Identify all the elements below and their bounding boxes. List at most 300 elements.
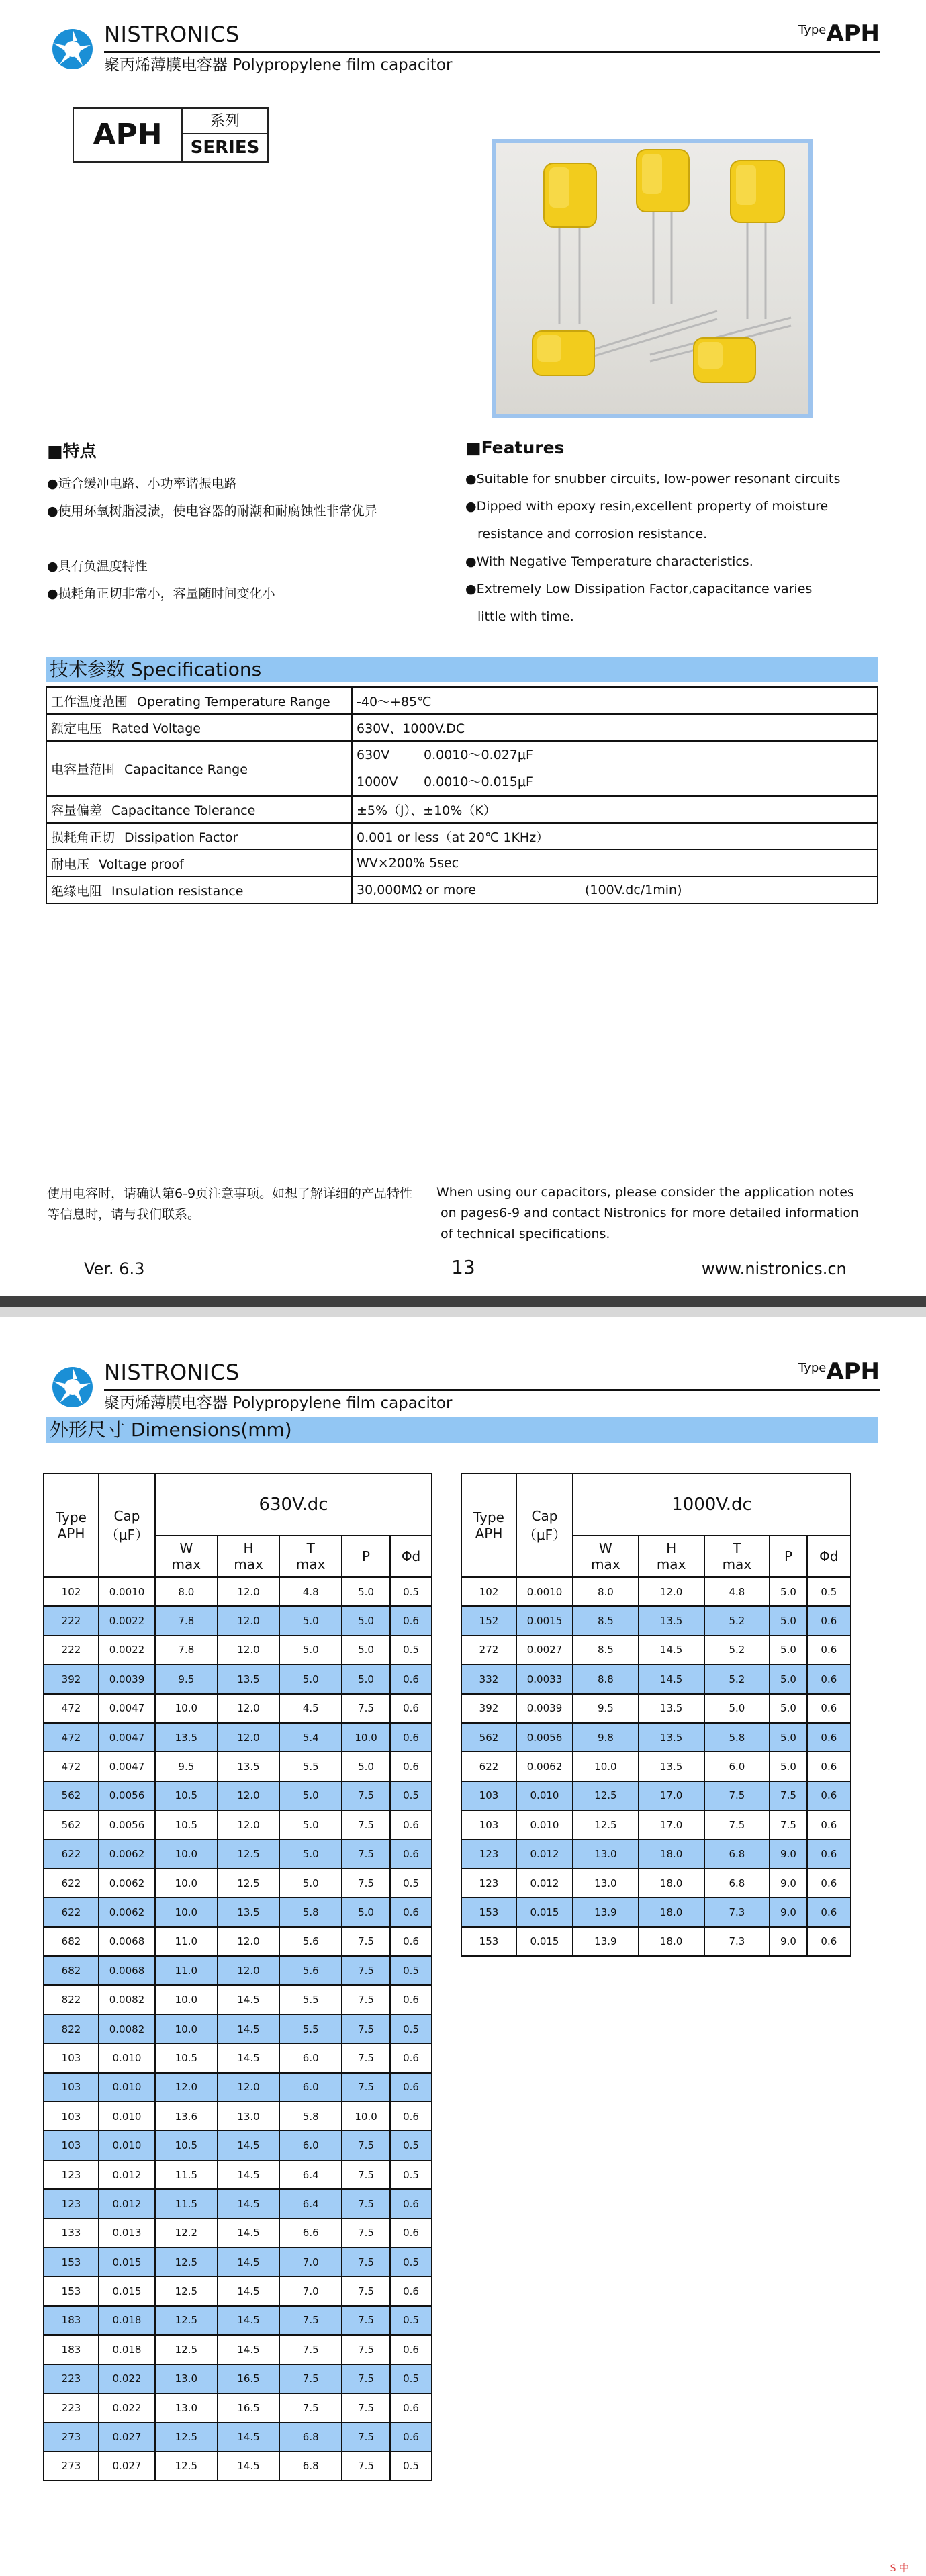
table-cell: 7.5 <box>704 1810 770 1839</box>
table-cell: 5.0 <box>770 1723 806 1752</box>
table-cell: 10.5 <box>155 1810 218 1839</box>
table-cell: 14.5 <box>218 2335 280 2364</box>
table-cell: 5.5 <box>279 2014 342 2043</box>
dimensions-table-630v <box>43 1473 432 2481</box>
table-cell: 5.0 <box>279 1636 342 1664</box>
table-cell: 7.5 <box>342 1869 390 1898</box>
table-row <box>461 1723 851 1752</box>
table-cell: 9.0 <box>770 1898 806 1926</box>
table-cell: 18.0 <box>639 1840 704 1869</box>
table-cell: 7.8 <box>155 1636 218 1664</box>
feature-en-item: ●With Negative Temperature characteristics. <box>465 554 753 569</box>
table-cell: 17.0 <box>639 1781 704 1810</box>
table-cell: 0.5 <box>390 1956 432 1985</box>
table-cell: 7.5 <box>279 2335 342 2364</box>
product-subtitle: 聚丙烯薄膜电容器 Polypropylene film capacitor <box>104 56 453 74</box>
table-row <box>44 2335 432 2364</box>
table-cell: 0.5 <box>390 1636 432 1664</box>
voltage-header: 630V.dc <box>155 1474 432 1536</box>
table-row <box>44 2276 432 2305</box>
spec-row: 绝缘电阻 Insulation resistance 30,000MΩ or more (100V.dc/1min) <box>46 877 878 903</box>
table-cell: 6.8 <box>704 1869 770 1898</box>
capacitor-photo-icon <box>492 139 813 418</box>
table-cell: 0.0082 <box>99 2014 155 2043</box>
table-row <box>44 2131 432 2160</box>
table-cell: 11.0 <box>155 1956 218 1985</box>
table-cell: 7.5 <box>342 1840 390 1869</box>
table-cell: 0.013 <box>99 2219 155 2248</box>
col-w: W max <box>155 1536 218 1577</box>
table-row <box>44 2452 432 2481</box>
table-cell: 0.0022 <box>99 1606 155 1635</box>
brand-name: NISTRONICS <box>104 1360 240 1385</box>
table-cell: 14.5 <box>218 2189 280 2218</box>
table-cell: 7.5 <box>342 2160 390 2189</box>
table-cell: 7.5 <box>704 1781 770 1810</box>
table-cell: 0.6 <box>390 1898 432 1926</box>
table-cell: 10.5 <box>155 2131 218 2160</box>
table-cell: 682 <box>44 1927 99 1956</box>
table-cell: 103 <box>44 2131 99 2160</box>
table-cell: 0.0022 <box>99 1636 155 1664</box>
table-cell: 14.5 <box>218 2014 280 2043</box>
table-cell: 0.0010 <box>516 1577 573 1606</box>
feature-en-item: ●Dipped with epoxy resin,excellent property of moisture <box>465 499 829 514</box>
table-cell: 9.0 <box>770 1840 806 1869</box>
table-cell: 8.5 <box>573 1636 639 1664</box>
table-cell: 153 <box>461 1898 516 1926</box>
table-cell: 5.6 <box>279 1927 342 1956</box>
type-label: TypeAPH <box>798 20 880 47</box>
table-cell: 18.0 <box>639 1898 704 1926</box>
table-cell: 5.0 <box>770 1606 806 1635</box>
table-cell: 12.0 <box>155 2073 218 2102</box>
table-cell: 0.0068 <box>99 1956 155 1985</box>
table-row <box>461 1664 851 1693</box>
table-row <box>44 2160 432 2189</box>
table-cell: 0.018 <box>99 2306 155 2335</box>
table-cell: 12.5 <box>218 1840 280 1869</box>
table-cell: 223 <box>44 2393 99 2422</box>
table-row <box>44 1927 432 1956</box>
table-cell: 5.0 <box>770 1664 806 1693</box>
table-cell: 14.5 <box>218 2219 280 2248</box>
table-cell: 0.0027 <box>516 1636 573 1664</box>
table-row <box>44 1606 432 1635</box>
brand-name: NISTRONICS <box>104 21 240 47</box>
col-h: H max <box>639 1536 704 1577</box>
table-cell: 5.0 <box>770 1752 806 1781</box>
feature-cn-item: ●适合缓冲电路、小功率谐振电路 <box>47 476 237 491</box>
table-cell: 0.5 <box>390 2248 432 2276</box>
table-cell: 0.6 <box>390 2219 432 2248</box>
corner-mark: S 中 <box>890 2563 909 2574</box>
table-cell: 392 <box>44 1664 99 1693</box>
table-cell: 5.0 <box>279 1840 342 1869</box>
table-cell: 0.6 <box>807 1723 851 1752</box>
specifications-title: 技术参数 Specifications <box>46 657 878 682</box>
version-label: Ver. 6.3 <box>84 1259 145 1278</box>
table-cell: 11.5 <box>155 2160 218 2189</box>
table-cell: 13.5 <box>639 1723 704 1752</box>
table-cell: 17.0 <box>639 1810 704 1839</box>
col-cap: Cap （μF） <box>516 1474 573 1577</box>
nistronics-logo-icon <box>50 1365 95 1409</box>
table-cell: 12.0 <box>218 1927 280 1956</box>
table-row <box>44 1694 432 1723</box>
table-cell: 682 <box>44 1956 99 1985</box>
table-cell: 9.0 <box>770 1869 806 1898</box>
table-cell: 0.6 <box>807 1781 851 1810</box>
spec-row: 容量偏差 Capacitance Tolerance ±5%（J）、±10%（K） <box>46 796 878 823</box>
table-cell: 10.0 <box>155 1869 218 1898</box>
col-h: H max <box>218 1536 280 1577</box>
series-cn: 系列 <box>183 109 267 134</box>
table-cell: 0.5 <box>390 2452 432 2481</box>
table-cell: 7.5 <box>342 1781 390 1810</box>
dimensions-rows-1000v <box>461 1577 851 1956</box>
table-cell: 10.0 <box>342 2102 390 2131</box>
page-separator <box>0 1296 926 1317</box>
table-cell: 102 <box>461 1577 516 1606</box>
table-cell: 7.5 <box>279 2393 342 2422</box>
table-row <box>44 2043 432 2072</box>
table-cell: 0.027 <box>99 2422 155 2451</box>
table-cell: 0.6 <box>390 1664 432 1693</box>
table-cell: 4.5 <box>279 1694 342 1723</box>
table-row <box>44 2248 432 2276</box>
features-cn <box>47 438 450 608</box>
table-cell: 0.6 <box>390 1810 432 1839</box>
table-cell: 0.5 <box>390 2364 432 2393</box>
feature-en-item: little with time. <box>477 609 574 624</box>
application-note-cn: 使用电容时，请确认第6-9页注意事项。如想了解详细的产品特性等信息时，请与我们联系。 <box>47 1186 413 1222</box>
table-cell: 7.5 <box>342 2364 390 2393</box>
table-cell: 153 <box>44 2276 99 2305</box>
table-cell: 14.5 <box>639 1664 704 1693</box>
table-cell: 472 <box>44 1694 99 1723</box>
table-cell: 7.5 <box>342 2219 390 2248</box>
table-cell: 472 <box>44 1752 99 1781</box>
table-cell: 6.8 <box>704 1840 770 1869</box>
table-row <box>44 2364 432 2393</box>
table-row <box>461 1898 851 1926</box>
table-row <box>44 1985 432 2014</box>
table-cell: 12.0 <box>218 2073 280 2102</box>
table-cell: 12.0 <box>218 1781 280 1810</box>
table-cell: 0.6 <box>390 1840 432 1869</box>
table-cell: 7.5 <box>342 2189 390 2218</box>
table-row <box>44 1869 432 1898</box>
table-cell: 0.0047 <box>99 1752 155 1781</box>
table-cell: 6.0 <box>279 2043 342 2072</box>
spec-row: 工作温度范围 Operating Temperature Range -40～+85℃ <box>46 687 878 714</box>
table-cell: 13.5 <box>218 1752 280 1781</box>
table-cell: 5.0 <box>770 1636 806 1664</box>
website-link[interactable]: www.nistronics.cn <box>702 1259 847 1278</box>
table-cell: 9.8 <box>573 1723 639 1752</box>
table-cell: 5.0 <box>342 1664 390 1693</box>
table-cell: 0.012 <box>516 1840 573 1869</box>
table-cell: 9.5 <box>155 1664 218 1693</box>
application-note-en: When using our capacitors, please consider the application notes on pages6-9 and contact Nistronics for more detailed information of technical specifications. <box>436 1185 859 1241</box>
voltage-header: 1000V.dc <box>573 1474 851 1536</box>
col-cap: Cap （μF） <box>99 1474 155 1577</box>
table-cell: 0.6 <box>390 1752 432 1781</box>
table-cell: 14.5 <box>218 2131 280 2160</box>
table-cell: 0.6 <box>807 1810 851 1839</box>
table-cell: 622 <box>44 1898 99 1926</box>
feature-en-item: resistance and corrosion resistance. <box>477 527 708 541</box>
table-cell: 9.0 <box>770 1927 806 1956</box>
table-cell: 0.6 <box>390 2422 432 2451</box>
table-cell: 6.8 <box>279 2452 342 2481</box>
spec-row: 损耗角正切 Dissipation Factor 0.001 or less（at 20℃ 1KHz） <box>46 823 878 850</box>
table-cell: 13.5 <box>639 1606 704 1635</box>
table-cell: 0.015 <box>99 2248 155 2276</box>
table-cell: 0.6 <box>390 1723 432 1752</box>
col-type: Type APH <box>44 1474 99 1577</box>
series-en: SERIES <box>190 138 260 158</box>
table-cell: 562 <box>461 1723 516 1752</box>
table-cell: 0.5 <box>390 1781 432 1810</box>
table-cell: 0.0047 <box>99 1694 155 1723</box>
table-cell: 0.6 <box>390 2102 432 2131</box>
table-cell: 0.6 <box>807 1752 851 1781</box>
table-cell: 123 <box>461 1840 516 1869</box>
table-cell: 103 <box>461 1781 516 1810</box>
table-row <box>461 1636 851 1664</box>
table-cell: 7.5 <box>342 2306 390 2335</box>
table-cell: 12.5 <box>155 2422 218 2451</box>
table-cell: 5.6 <box>279 1956 342 1985</box>
table-cell: 0.018 <box>99 2335 155 2364</box>
table-cell: 103 <box>44 2043 99 2072</box>
table-cell: 12.0 <box>218 1694 280 1723</box>
table-row <box>461 1927 851 1956</box>
feature-cn-spacer <box>47 525 450 553</box>
table-cell: 0.5 <box>390 2160 432 2189</box>
table-cell: 7.5 <box>279 2306 342 2335</box>
table-cell: 0.6 <box>807 1840 851 1869</box>
feature-en-item: ●Extremely Low Dissipation Factor,capacitance varies <box>465 582 813 596</box>
table-cell: 183 <box>44 2335 99 2364</box>
table-row <box>461 1781 851 1810</box>
table-cell: 103 <box>44 2073 99 2102</box>
table-cell: 12.5 <box>155 2306 218 2335</box>
table-cell: 0.6 <box>390 1694 432 1723</box>
table-cell: 0.5 <box>807 1577 851 1606</box>
table-row <box>44 1636 432 1664</box>
table-row <box>44 1752 432 1781</box>
table-row <box>44 2306 432 2335</box>
table-cell: 12.0 <box>218 1636 280 1664</box>
features-en <box>465 438 895 631</box>
dimensions-title: 外形尺寸 Dimensions(mm) <box>46 1417 878 1443</box>
table-cell: 13.0 <box>155 2393 218 2422</box>
table-cell: 0.0082 <box>99 1985 155 2014</box>
table-row <box>44 1577 432 1606</box>
table-cell: 10.0 <box>155 1694 218 1723</box>
table-cell: 0.010 <box>99 2043 155 2072</box>
table-cell: 0.010 <box>99 2102 155 2131</box>
col-p: P <box>770 1536 806 1577</box>
table-cell: 7.5 <box>342 1694 390 1723</box>
table-cell: 102 <box>44 1577 99 1606</box>
table-cell: 0.5 <box>390 2131 432 2160</box>
table-cell: 0.6 <box>807 1869 851 1898</box>
table-cell: 14.5 <box>218 2043 280 2072</box>
table-cell: 16.5 <box>218 2364 280 2393</box>
table-cell: 273 <box>44 2452 99 2481</box>
table-cell: 7.0 <box>279 2248 342 2276</box>
table-cell: 272 <box>461 1636 516 1664</box>
table-cell: 0.6 <box>390 2043 432 2072</box>
series-box <box>73 107 269 163</box>
table-cell: 12.5 <box>155 2452 218 2481</box>
table-cell: 13.0 <box>155 2364 218 2393</box>
table-cell: 12.5 <box>155 2248 218 2276</box>
table-cell: 8.0 <box>573 1577 639 1606</box>
table-cell: 0.6 <box>390 2393 432 2422</box>
table-cell: 14.5 <box>218 1985 280 2014</box>
table-cell: 12.0 <box>218 1606 280 1635</box>
table-cell: 7.3 <box>704 1898 770 1926</box>
table-cell: 562 <box>44 1781 99 1810</box>
table-cell: 7.0 <box>279 2276 342 2305</box>
table-cell: 5.5 <box>279 1752 342 1781</box>
specifications-table <box>46 686 878 904</box>
table-cell: 0.6 <box>807 1927 851 1956</box>
table-cell: 0.015 <box>516 1927 573 1956</box>
table-cell: 6.0 <box>279 2131 342 2160</box>
table-cell: 5.0 <box>279 1664 342 1693</box>
table-cell: 12.5 <box>218 1869 280 1898</box>
table-cell: 5.0 <box>342 1606 390 1635</box>
table-cell: 7.5 <box>279 2364 342 2393</box>
table-cell: 103 <box>461 1810 516 1839</box>
table-cell: 0.010 <box>516 1781 573 1810</box>
table-cell: 14.5 <box>218 2248 280 2276</box>
table-cell: 10.0 <box>155 2014 218 2043</box>
table-cell: 0.0015 <box>516 1606 573 1635</box>
table-cell: 0.5 <box>390 1869 432 1898</box>
feature-cn-item: ●损耗角正切非常小，容量随时间变化小 <box>47 586 275 601</box>
table-row <box>44 2393 432 2422</box>
table-cell: 16.5 <box>218 2393 280 2422</box>
table-cell: 5.4 <box>279 1723 342 1752</box>
table-cell: 0.0062 <box>99 1869 155 1898</box>
table-cell: 5.0 <box>770 1694 806 1723</box>
table-cell: 183 <box>44 2306 99 2335</box>
table-cell: 0.015 <box>516 1898 573 1926</box>
table-cell: 562 <box>44 1810 99 1839</box>
table-cell: 0.010 <box>516 1810 573 1839</box>
table-cell: 14.5 <box>218 2422 280 2451</box>
table-cell: 392 <box>461 1694 516 1723</box>
table-cell: 0.0039 <box>99 1664 155 1693</box>
table-cell: 8.8 <box>573 1664 639 1693</box>
table-cell: 0.6 <box>390 2073 432 2102</box>
table-cell: 10.0 <box>342 1723 390 1752</box>
table-cell: 12.0 <box>639 1577 704 1606</box>
table-cell: 12.0 <box>218 1577 280 1606</box>
table-row <box>44 1810 432 1839</box>
table-cell: 6.0 <box>279 2073 342 2102</box>
table-row <box>461 1606 851 1635</box>
table-cell: 14.5 <box>218 2306 280 2335</box>
table-row <box>44 2014 432 2043</box>
table-cell: 10.0 <box>155 1840 218 1869</box>
table-cell: 0.012 <box>99 2160 155 2189</box>
table-cell: 13.5 <box>218 1898 280 1926</box>
table-cell: 7.5 <box>342 2248 390 2276</box>
product-subtitle: 聚丙烯薄膜电容器 Polypropylene film capacitor <box>104 1394 453 1412</box>
feature-cn-item: ●具有负温度特性 <box>47 559 148 574</box>
table-cell: 5.0 <box>279 1869 342 1898</box>
table-cell: 0.6 <box>807 1664 851 1693</box>
nistronics-logo-icon <box>50 27 95 71</box>
table-cell: 7.5 <box>342 1956 390 1985</box>
table-cell: 13.0 <box>573 1869 639 1898</box>
table-cell: 7.5 <box>770 1781 806 1810</box>
table-cell: 5.0 <box>279 1606 342 1635</box>
table-cell: 0.0062 <box>516 1752 573 1781</box>
feature-cn-item: ●使用环氧树脂浸渍，使电容器的耐潮和耐腐蚀性非常优异 <box>47 504 377 519</box>
table-cell: 0.022 <box>99 2364 155 2393</box>
table-cell: 5.0 <box>770 1577 806 1606</box>
table-cell: 0.010 <box>99 2131 155 2160</box>
table-cell: 14.5 <box>639 1636 704 1664</box>
table-cell: 7.5 <box>342 2131 390 2160</box>
spec-row: 额定电压 Rated Voltage 630V、1000V.DC <box>46 714 878 741</box>
table-cell: 7.5 <box>342 2043 390 2072</box>
table-cell: 14.5 <box>218 2452 280 2481</box>
table-cell: 13.9 <box>573 1898 639 1926</box>
table-cell: 0.0062 <box>99 1840 155 1869</box>
table-cell: 0.6 <box>390 2335 432 2364</box>
table-cell: 7.5 <box>342 1927 390 1956</box>
table-cell: 0.015 <box>99 2276 155 2305</box>
table-cell: 0.6 <box>390 1606 432 1635</box>
table-cell: 7.8 <box>155 1606 218 1635</box>
table-row <box>44 1723 432 1752</box>
table-cell: 0.6 <box>390 1927 432 1956</box>
table-cell: 622 <box>461 1752 516 1781</box>
table-cell: 12.5 <box>573 1810 639 1839</box>
table-cell: 0.0039 <box>516 1694 573 1723</box>
table-cell: 12.0 <box>218 1723 280 1752</box>
table-cell: 0.0062 <box>99 1898 155 1926</box>
table-cell: 7.5 <box>342 2393 390 2422</box>
features-en-title: ■Features <box>465 438 565 457</box>
table-cell: 5.0 <box>279 1810 342 1839</box>
table-cell: 12.5 <box>573 1781 639 1810</box>
table-row <box>44 1840 432 1869</box>
table-cell: 0.6 <box>390 2276 432 2305</box>
table-cell: 153 <box>461 1927 516 1956</box>
table-cell: 13.0 <box>218 2102 280 2131</box>
table-cell: 0.012 <box>99 2189 155 2218</box>
table-cell: 123 <box>44 2189 99 2218</box>
type-label: TypeAPH <box>798 1358 880 1385</box>
table-cell: 7.5 <box>342 2073 390 2102</box>
col-w: W max <box>573 1536 639 1577</box>
col-d: Φd <box>390 1536 432 1577</box>
col-type: Type APH <box>461 1474 516 1577</box>
series-name: APH <box>74 109 183 161</box>
table-cell: 4.8 <box>279 1577 342 1606</box>
